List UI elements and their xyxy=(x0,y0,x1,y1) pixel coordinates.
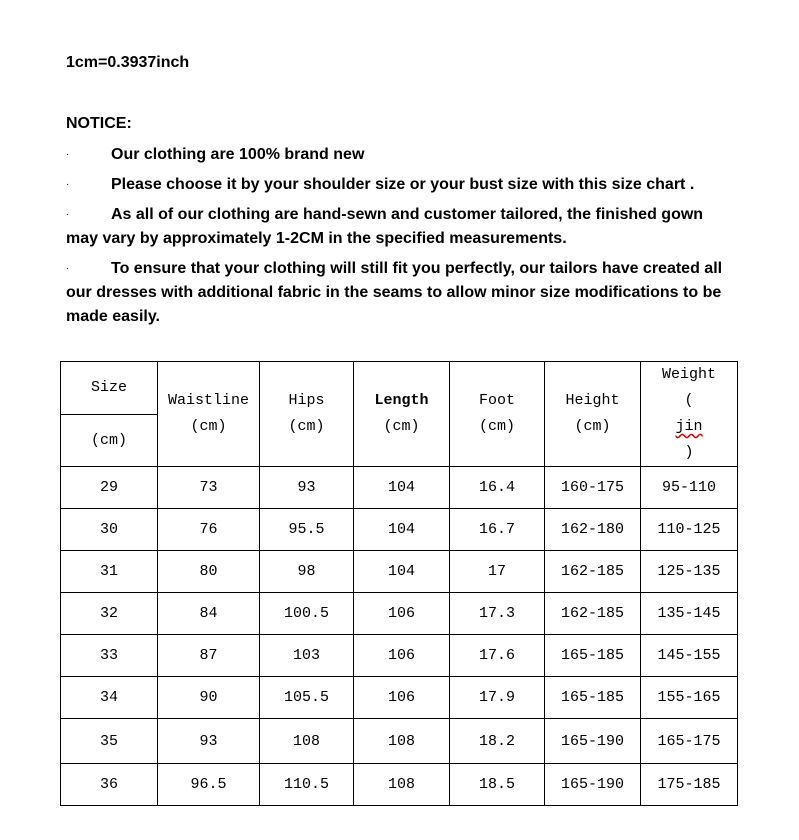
column-header-length xyxy=(354,362,450,467)
column-label: Hips xyxy=(288,392,325,409)
table-cell: 110.5 xyxy=(260,764,354,806)
table-cell: 84 xyxy=(158,593,260,635)
column-unit: (cm) xyxy=(478,418,515,435)
table-cell: 93 xyxy=(158,719,260,764)
notice-item xyxy=(66,173,736,197)
table-cell: 87 xyxy=(158,635,260,677)
table-cell: 95.5 xyxy=(260,509,354,551)
table-row xyxy=(61,593,738,635)
table-cell: 162-185 xyxy=(545,551,641,593)
column-header-foot xyxy=(450,362,545,467)
table-row xyxy=(61,467,738,509)
table-cell: 73 xyxy=(158,467,260,509)
table-cell: 18.5 xyxy=(450,764,545,806)
table-cell: 162-185 xyxy=(545,593,641,635)
column-unit: (cm) xyxy=(190,418,227,435)
table-cell: 18.2 xyxy=(450,719,545,764)
notice-item xyxy=(66,257,736,329)
table-cell: 95-110 xyxy=(641,467,738,509)
column-unit: (cm) xyxy=(288,418,325,435)
table-cell: 104 xyxy=(354,467,450,509)
table-cell: 17.6 xyxy=(450,635,545,677)
column-label: Foot xyxy=(478,392,515,409)
table-cell: 30 xyxy=(61,509,158,551)
table-cell: 17 xyxy=(450,551,545,593)
table-cell: 104 xyxy=(354,551,450,593)
table-cell: 110-125 xyxy=(641,509,738,551)
table-cell: 160-175 xyxy=(545,467,641,509)
table-row xyxy=(61,509,738,551)
table-cell: 165-175 xyxy=(641,719,738,764)
column-header-weight xyxy=(641,362,738,467)
table-cell: 17.3 xyxy=(450,593,545,635)
table-cell: 106 xyxy=(354,677,450,719)
table-cell: 35 xyxy=(61,719,158,764)
table-cell: 105.5 xyxy=(260,677,354,719)
table-cell: 165-185 xyxy=(545,635,641,677)
column-label: Height xyxy=(565,392,620,409)
table-cell: 76 xyxy=(158,509,260,551)
table-cell: 104 xyxy=(354,509,450,551)
size-unit-label: (cm) xyxy=(90,431,127,449)
table-cell: 98 xyxy=(260,551,354,593)
table-cell: 108 xyxy=(354,764,450,806)
table-cell: 80 xyxy=(158,551,260,593)
table-cell: 93 xyxy=(260,467,354,509)
column-header-hips xyxy=(260,362,354,467)
notice-item xyxy=(66,203,736,251)
column-header-height xyxy=(545,362,641,467)
conversion-note: 1cm=0.3937inch xyxy=(66,54,190,71)
table-cell: 135-145 xyxy=(641,593,738,635)
table-cell: 162-180 xyxy=(545,509,641,551)
table-cell: 32 xyxy=(61,593,158,635)
table-cell: 36 xyxy=(61,764,158,806)
table-cell: 29 xyxy=(61,467,158,509)
table-cell: 17.9 xyxy=(450,677,545,719)
table-cell: 155-165 xyxy=(641,677,738,719)
column-label: Weight xyxy=(661,366,716,383)
table-cell: 33 xyxy=(61,635,158,677)
column-unit: (cm) xyxy=(383,418,420,435)
table-row xyxy=(61,719,738,764)
table-cell: 108 xyxy=(354,719,450,764)
table-cell: 90 xyxy=(158,677,260,719)
table-row xyxy=(61,635,738,677)
notice-item xyxy=(66,143,736,167)
table-cell: 16.7 xyxy=(450,509,545,551)
table-cell: 103 xyxy=(260,635,354,677)
spellcheck-word: jin xyxy=(675,418,703,435)
size-unit xyxy=(61,414,158,467)
notice-title: NOTICE: xyxy=(66,115,132,132)
table-cell: 16.4 xyxy=(450,467,545,509)
table-row xyxy=(61,677,738,719)
table-cell: 165-185 xyxy=(545,677,641,719)
bullet-dot: · xyxy=(66,209,70,220)
table-cell: 34 xyxy=(61,677,158,719)
table-cell: 96.5 xyxy=(158,764,260,806)
size-header xyxy=(61,362,158,415)
bullet-dot: · xyxy=(66,149,70,160)
table-cell: 165-190 xyxy=(545,764,641,806)
size-header-label: Size xyxy=(90,379,127,397)
column-unit: (cm) xyxy=(574,418,611,435)
table-row xyxy=(61,551,738,593)
column-label: Waistline xyxy=(167,392,249,409)
notice-text: To ensure that your clothing will still fit you perfectly, our tailors have created all our dresses with additional fabric in the seams to allow minor size modifications to be made easily. xyxy=(66,260,723,325)
table-cell: 106 xyxy=(354,635,450,677)
bullet-dot: · xyxy=(66,263,70,274)
column-unit: ( jin ) xyxy=(641,388,737,466)
table-cell: 100.5 xyxy=(260,593,354,635)
notice-text: Please choose it by your shoulder size or your bust size with this size chart . xyxy=(111,176,695,193)
table-cell: 175-185 xyxy=(641,764,738,806)
column-header-waistline xyxy=(158,362,260,467)
column-label: Length xyxy=(374,392,429,409)
bullet-dot: · xyxy=(66,179,70,190)
table-cell: 31 xyxy=(61,551,158,593)
table-cell: 108 xyxy=(260,719,354,764)
table-cell: 145-155 xyxy=(641,635,738,677)
table-cell: 125-135 xyxy=(641,551,738,593)
table-row xyxy=(61,764,738,806)
notice-text: Our clothing are 100% brand new xyxy=(111,146,365,163)
table-cell: 165-190 xyxy=(545,719,641,764)
notice-text: As all of our clothing are hand-sewn and customer tailored, the finished gown may vary by approximately 1-2CM in the specified measurements. xyxy=(66,206,704,247)
table-cell: 106 xyxy=(354,593,450,635)
size-chart-table xyxy=(60,361,738,806)
